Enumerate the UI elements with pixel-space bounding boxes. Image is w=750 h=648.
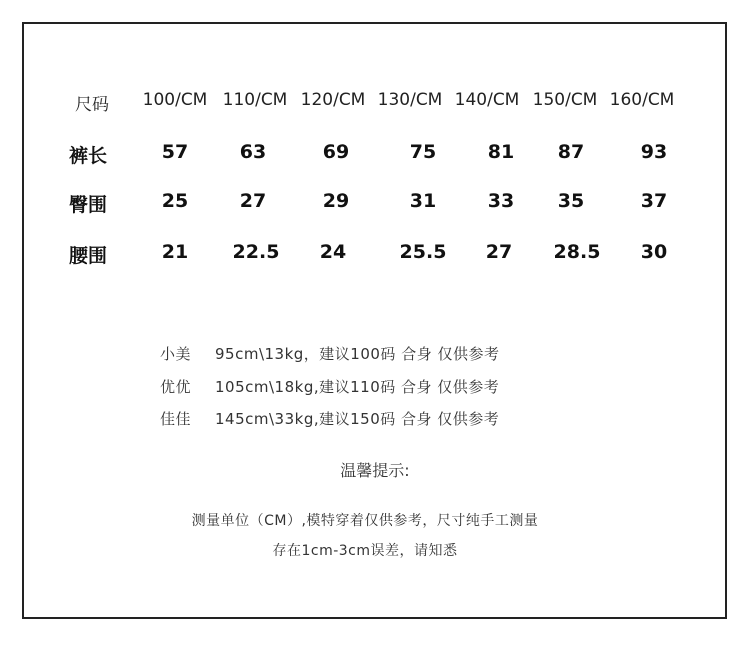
model-name: 佳佳 (160, 410, 192, 428)
model-name: 优优 (160, 378, 192, 396)
table-cell: 31 (409, 190, 437, 212)
size-header-110: 110/CM (222, 90, 288, 110)
size-header-label: 尺码 (75, 95, 109, 115)
model-line (160, 343, 499, 364)
table-cell: 57 (161, 141, 189, 163)
row-label-hip: 臀围 (68, 194, 108, 216)
model-info: 95cm\13kg，建议100码 合身 仅供参考 (215, 345, 500, 363)
table-cell: 81 (487, 141, 515, 163)
size-header-160: 160/CM (609, 90, 675, 110)
tips-line-2: 存在1cm-3cm误差，请知悉 (272, 543, 458, 559)
table-cell: 24 (319, 241, 347, 263)
row-label-length: 裤长 (68, 145, 108, 167)
tips-title: 温馨提示: (340, 461, 410, 480)
model-name: 小美 (160, 345, 192, 363)
model-line (160, 408, 499, 429)
table-cell: 27 (239, 190, 267, 212)
size-header-150: 150/CM (532, 90, 598, 110)
table-cell: 37 (640, 190, 668, 212)
table-cell: 27 (485, 241, 513, 263)
model-info: 105cm\18kg,建议110码 合身 仅供参考 (215, 378, 500, 396)
model-line (160, 376, 499, 397)
table-cell: 25 (161, 190, 189, 212)
model-info: 145cm\33kg,建议150码 合身 仅供参考 (215, 410, 500, 428)
table-cell: 35 (557, 190, 585, 212)
size-header-140: 140/CM (454, 90, 520, 110)
table-cell: 75 (409, 141, 437, 163)
table-cell: 28.5 (553, 241, 601, 263)
table-cell: 69 (322, 141, 350, 163)
tips-line-1: 测量单位（CM）,模特穿着仅供参考，尺寸纯手工测量 (191, 513, 539, 529)
table-cell: 30 (640, 241, 668, 263)
table-cell: 93 (640, 141, 668, 163)
table-cell: 33 (487, 190, 515, 212)
size-header-100: 100/CM (142, 90, 208, 110)
table-cell: 25.5 (399, 241, 447, 263)
size-header-120: 120/CM (300, 90, 366, 110)
table-cell: 63 (239, 141, 267, 163)
size-header-130: 130/CM (377, 90, 443, 110)
table-cell: 21 (161, 241, 189, 263)
row-label-waist: 腰围 (68, 245, 108, 267)
table-cell: 22.5 (232, 241, 280, 263)
table-cell: 87 (557, 141, 585, 163)
table-cell: 29 (322, 190, 350, 212)
